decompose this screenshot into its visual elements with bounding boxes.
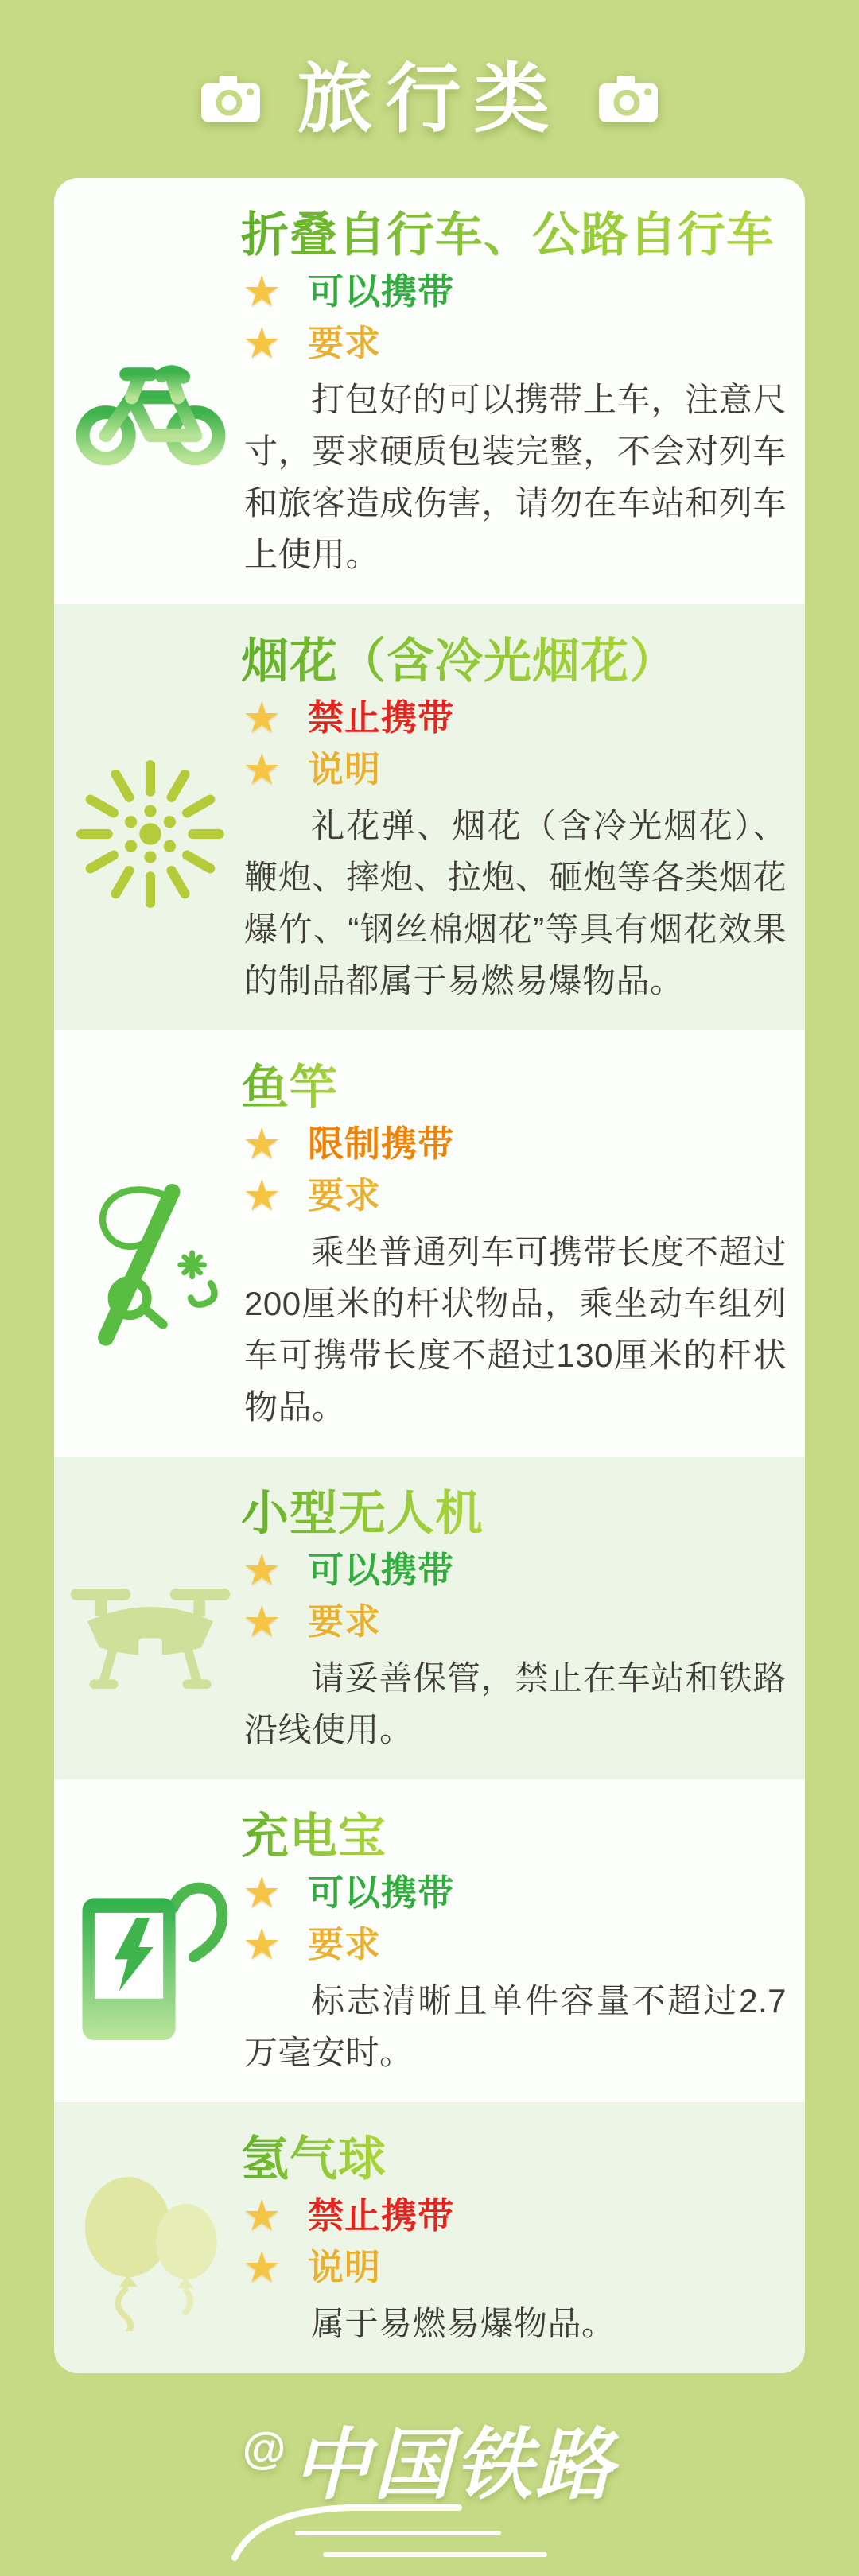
train-swoosh-icon <box>222 2489 564 2569</box>
item-card <box>54 604 805 1030</box>
item-title: 充电宝 <box>241 1810 387 1863</box>
star-icon: ★ <box>243 1869 282 1917</box>
item-title: 氢气球 <box>241 2132 387 2186</box>
item-title: 烟花（含冷光烟花） <box>241 634 678 688</box>
carry-status-label: 可以携带 <box>308 1550 455 1590</box>
star-icon: ★ <box>243 1120 282 1168</box>
carry-status-label: 可以携带 <box>308 1872 455 1913</box>
status-row <box>243 1120 778 1168</box>
power-bank-icon <box>64 1858 237 2049</box>
carry-status-label: 可以携带 <box>308 271 455 312</box>
carry-status-label: 禁止携带 <box>308 2195 455 2236</box>
status-row <box>243 2192 778 2240</box>
star-icon: ★ <box>243 2192 282 2240</box>
star-icon: ★ <box>243 746 282 793</box>
fireworks-icon <box>64 739 237 929</box>
china-railway-logo <box>243 2403 617 2547</box>
page-header <box>0 0 859 159</box>
note-row <box>243 1598 778 1646</box>
page-footer <box>0 2373 859 2576</box>
star-icon: ★ <box>243 1546 282 1594</box>
item-description: 标志清晰且单件容量不超过2.7万毫安时。 <box>244 1982 787 2071</box>
note-label: 说明 <box>308 749 382 789</box>
item-card <box>54 1030 805 1457</box>
bicycle-icon <box>64 312 237 503</box>
status-row <box>243 1546 778 1594</box>
star-icon: ★ <box>243 1598 282 1646</box>
note-row <box>243 1172 778 1220</box>
star-icon: ★ <box>243 694 282 742</box>
item-card <box>54 178 805 604</box>
item-description: 打包好的可以携带上车，注意尺寸，要求硬质包装完整，不会对列车和旅客造成伤害，请勿在车站和列车上使用。 <box>244 381 787 573</box>
drone-icon <box>64 1535 237 1726</box>
note-label: 要求 <box>308 1924 382 1965</box>
item-description: 礼花弹、烟花（含冷光烟花）、鞭炮、摔炮、拉炮、砸炮等各类烟花爆竹、“钢丝棉烟花”等具有烟花效果的制品都属于易燃易爆物品。 <box>244 807 787 999</box>
note-row <box>243 1921 778 1969</box>
star-icon: ★ <box>243 2244 282 2291</box>
item-description: 请妥善保管，禁止在车站和铁路沿线使用。 <box>244 1659 787 1748</box>
item-title: 折叠自行车、公路自行车 <box>241 208 775 262</box>
star-icon: ★ <box>243 320 282 367</box>
carry-status-label: 限制携带 <box>308 1123 455 1164</box>
item-card <box>54 1779 805 2102</box>
status-row <box>243 1869 778 1917</box>
camera-icon <box>200 72 262 128</box>
carry-status-label: 禁止携带 <box>308 697 455 738</box>
star-icon: ★ <box>243 1172 282 1220</box>
items-panel <box>54 178 805 2373</box>
note-label: 要求 <box>308 1601 382 1642</box>
note-label: 要求 <box>308 323 382 363</box>
item-card <box>54 2102 805 2373</box>
item-description: 属于易燃易爆物品。 <box>311 2305 616 2342</box>
item-card <box>54 1457 805 1779</box>
status-row <box>243 268 778 316</box>
camera-icon <box>597 72 659 128</box>
note-row <box>243 2244 778 2291</box>
note-label: 要求 <box>308 1175 382 1216</box>
logo-text: 中国铁路 <box>292 2421 617 2508</box>
item-description: 乘坐普通列车可携带长度不超过200厘米的杆状物品，乘坐动车组列车可携带长度不超过130厘米的杆状物品。 <box>244 1233 787 1426</box>
note-row <box>243 320 778 367</box>
balloons-icon <box>64 2153 237 2344</box>
page-title: 旅行类 <box>297 56 562 142</box>
status-row <box>243 694 778 742</box>
item-title: 鱼竿 <box>241 1061 338 1114</box>
at-symbol: @ <box>242 2423 286 2473</box>
note-row <box>243 746 778 793</box>
star-icon: ★ <box>243 1921 282 1969</box>
note-label: 说明 <box>308 2247 382 2287</box>
fishing-rod-icon <box>64 1165 237 1356</box>
star-icon: ★ <box>243 268 282 316</box>
item-title: 小型无人机 <box>241 1487 484 1540</box>
